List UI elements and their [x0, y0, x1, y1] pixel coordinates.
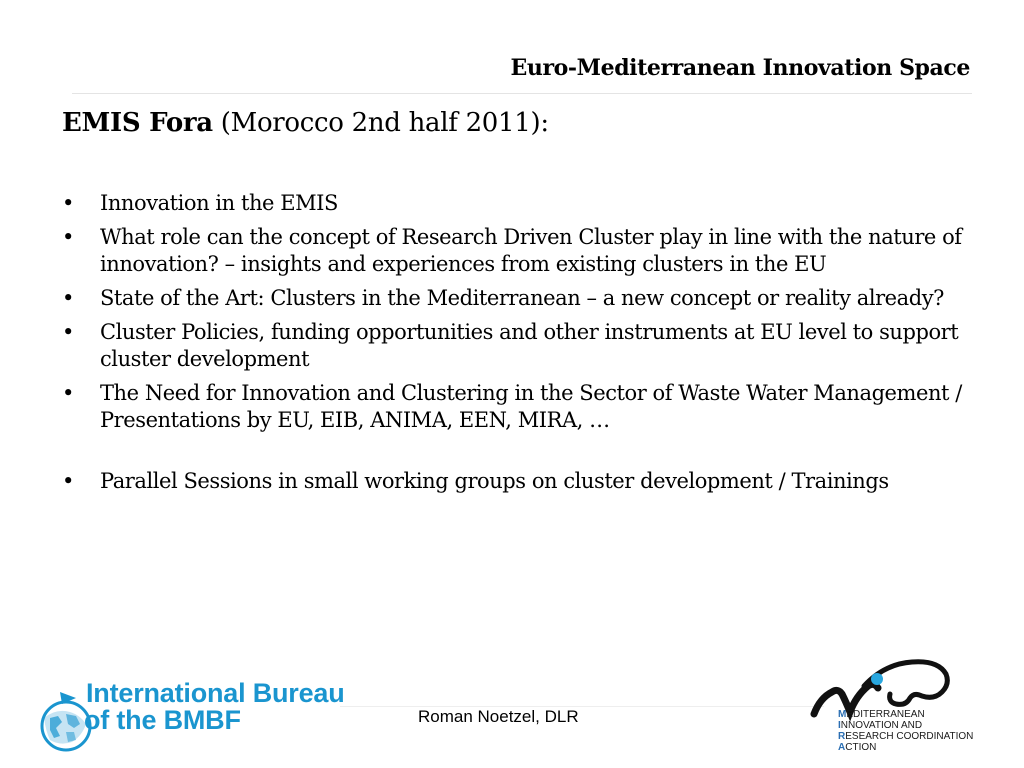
- bullet-dot: •: [62, 469, 74, 493]
- bmbf-logo: [36, 680, 381, 758]
- bullet-text: Innovation in the EMIS: [100, 191, 338, 215]
- bullet-item: [62, 319, 962, 373]
- slide-heading-strong: EMIS Fora: [62, 108, 213, 138]
- bullet-text: Cluster Policies, funding opportunities and other instruments at EU level to support cluster development: [100, 320, 959, 371]
- bullet-item: [62, 224, 962, 278]
- bullet-text: The Need for Innovation and Clustering in the Sector of Waste Water Management / Presentations by EU, EIB, ANIMA, EEN, MIRA, …: [100, 381, 962, 432]
- header-title: Euro-Mediterranean Innovation Space: [510, 55, 970, 81]
- bmbf-line1: International Bureau: [86, 678, 345, 708]
- footer-divider: [340, 706, 824, 707]
- mira-row: ACTION: [838, 742, 877, 753]
- bullet-dot: •: [62, 191, 74, 215]
- slide-heading-rest: (Morocco 2nd half 2011):: [212, 108, 549, 138]
- bullet-item: [62, 285, 962, 312]
- bullet-dot: •: [62, 381, 74, 405]
- bullet-item: [62, 190, 962, 217]
- bmbf-line2: of the BMBF: [84, 705, 241, 735]
- bullet-item: [62, 380, 962, 434]
- bullet-list: [62, 190, 962, 502]
- bullet-dot: •: [62, 320, 74, 344]
- mira-wordmark: [838, 709, 973, 753]
- bullet-dot: •: [62, 225, 74, 249]
- bullet-dot: •: [62, 286, 74, 310]
- bullet-text: What role can the concept of Research Driven Cluster play in line with the nature of innovation? – insights and experiences from existing clusters in the EU: [100, 225, 962, 276]
- header-divider: [72, 93, 972, 94]
- slide-heading: [62, 108, 549, 138]
- mira-row: RESEARCH COORDINATION: [838, 731, 974, 742]
- bullet-text: State of the Art: Clusters in the Mediterranean – a new concept or reality already?: [100, 286, 944, 310]
- mira-logo: [810, 652, 980, 756]
- bullet-item: [62, 468, 962, 495]
- bullet-text: Parallel Sessions in small working groups on cluster development / Trainings: [100, 469, 889, 493]
- mira-row: MEDITERRANEAN: [838, 709, 925, 720]
- bmbf-wordmark: [86, 680, 345, 734]
- mira-row: INNOVATION AND: [838, 720, 923, 731]
- footer-author: Roman Noetzel, DLR: [418, 707, 579, 726]
